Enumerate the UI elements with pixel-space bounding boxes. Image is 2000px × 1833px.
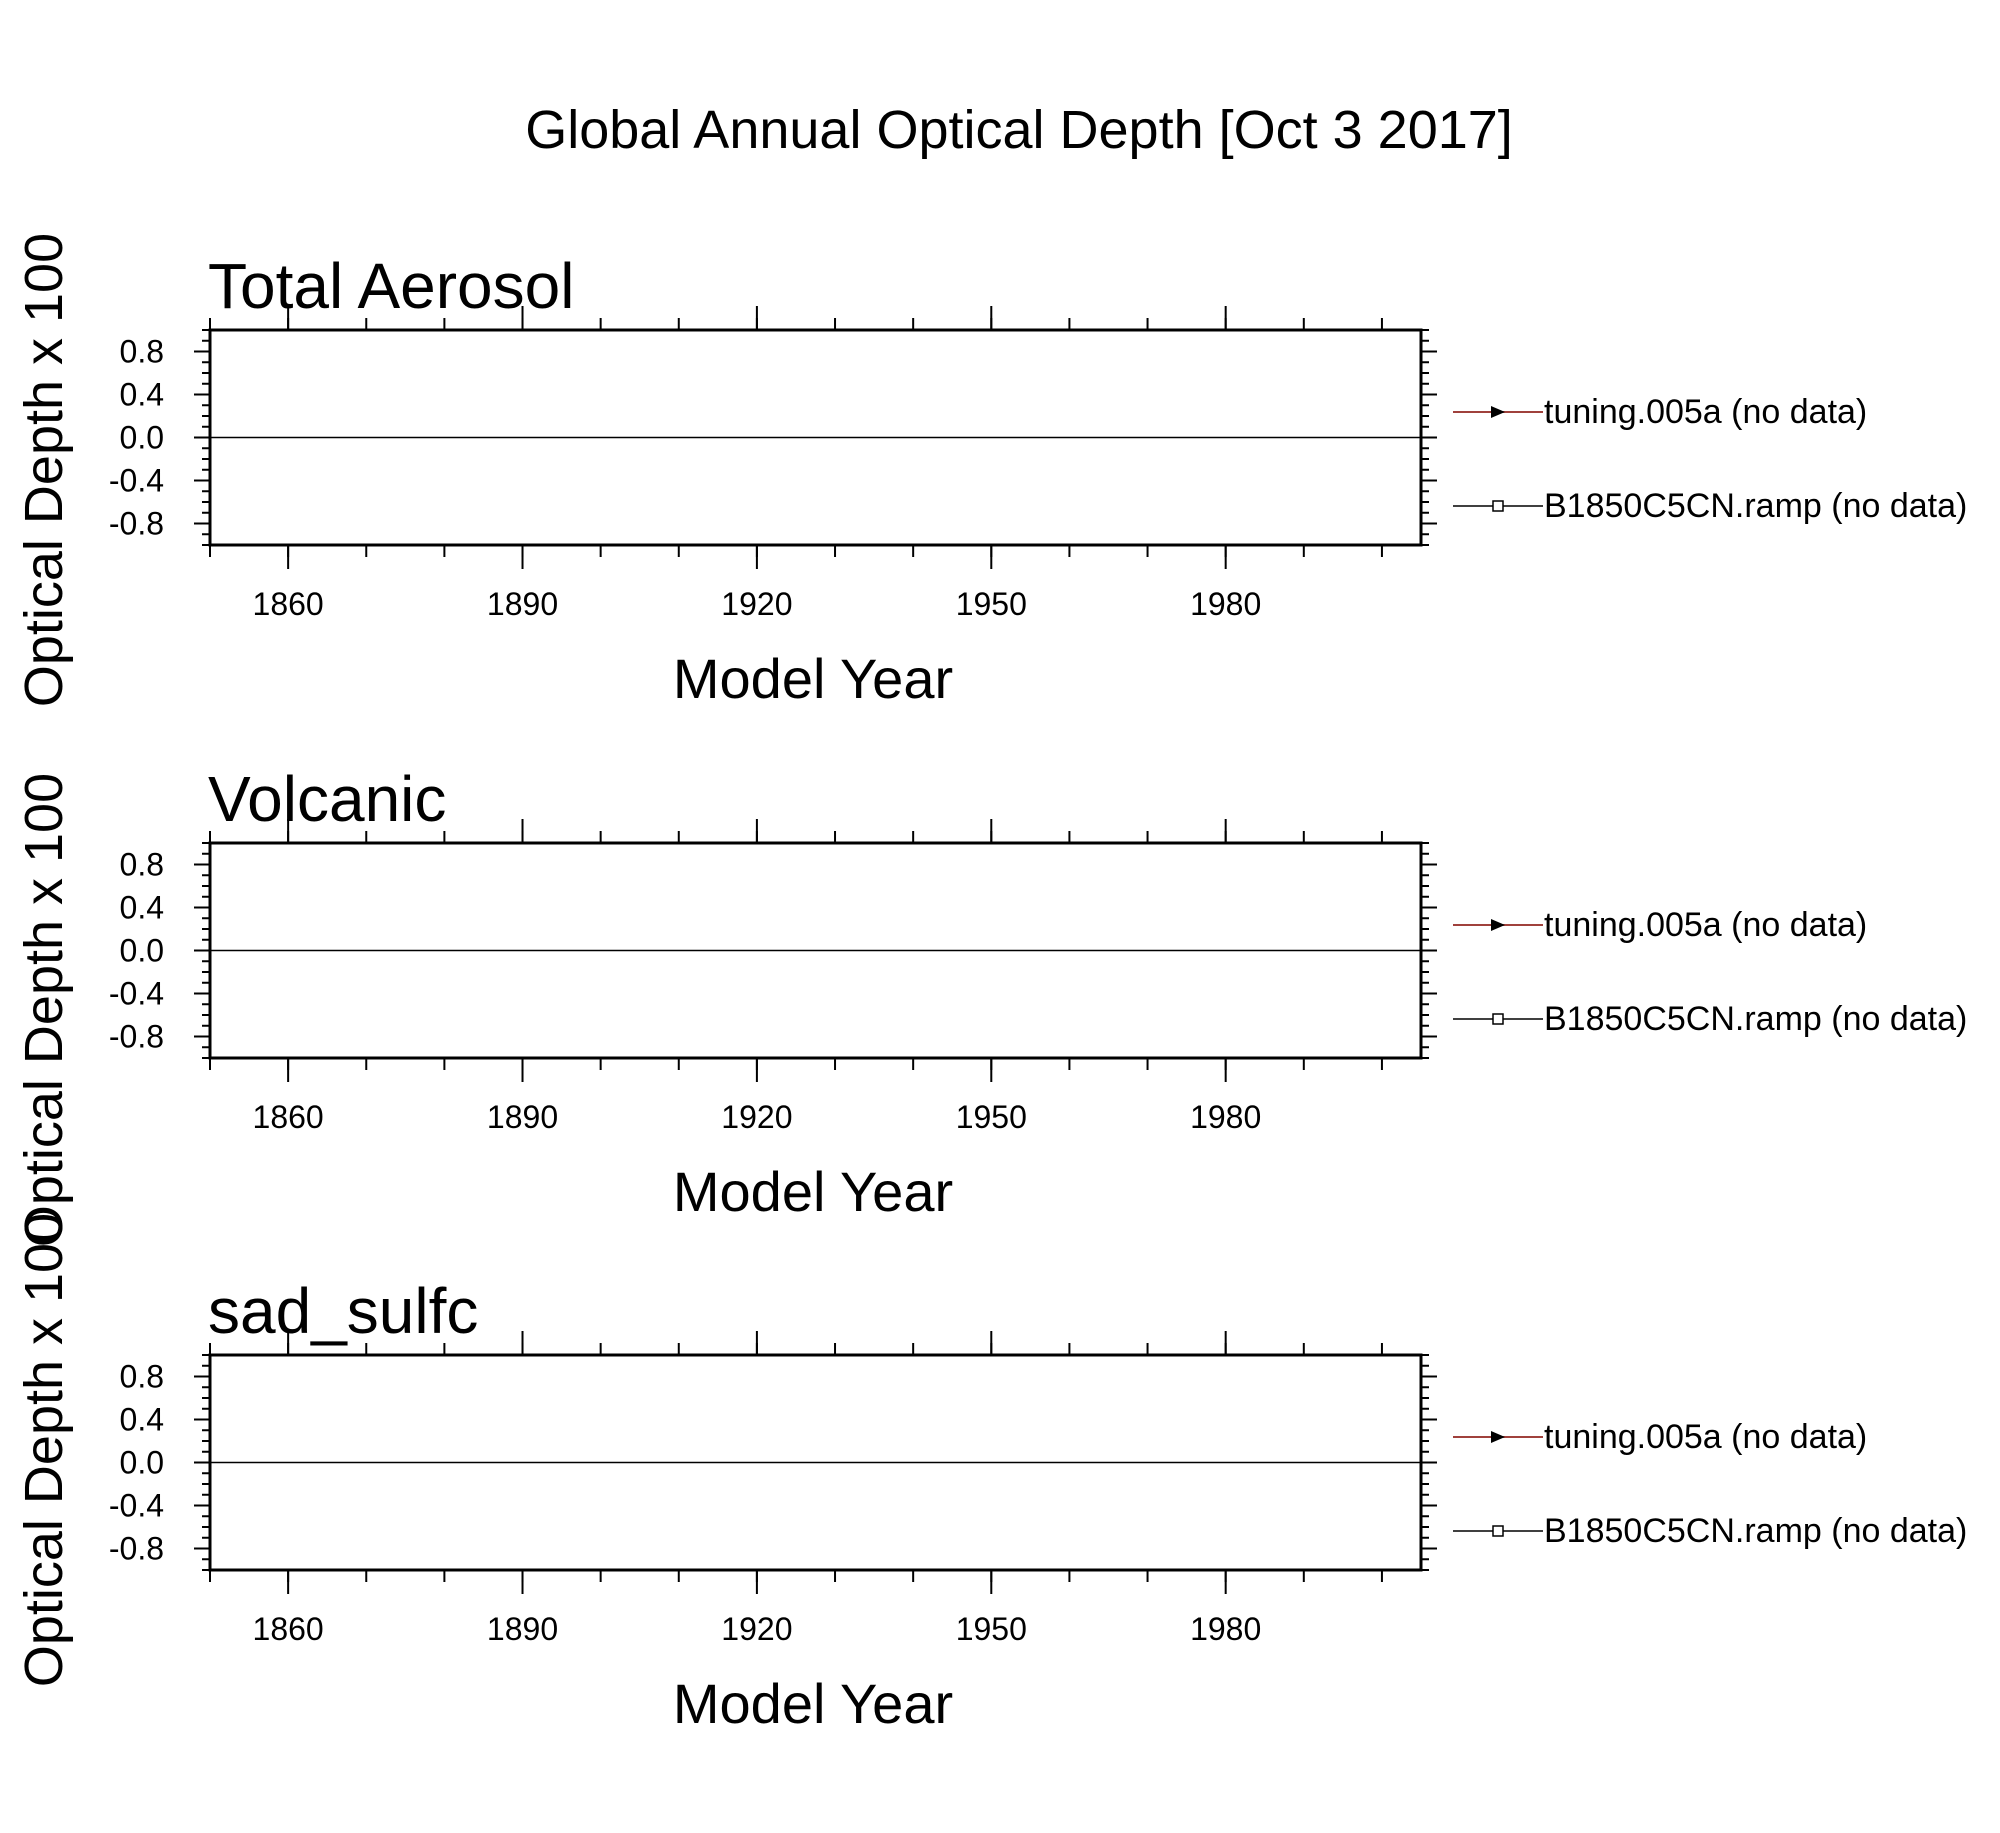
y-tick-label: -0.8 (108, 1018, 164, 1055)
legend-label-ramp: B1850C5CN.ramp (no data) (1544, 487, 1968, 525)
y-tick-label: 0.8 (119, 846, 164, 883)
y-tick-label: 0.0 (119, 1444, 164, 1481)
figure-title: Global Annual Optical Depth [Oct 3 2017] (525, 100, 1513, 160)
panel-title: sad_sulfc (208, 1275, 479, 1347)
x-tick-label: 1920 (721, 586, 793, 622)
legend-label-ramp: B1850C5CN.ramp (no data) (1544, 1512, 1968, 1550)
y-tick-label: 0.0 (119, 932, 164, 969)
y-tick-label: -0.8 (108, 505, 164, 542)
y-axis-label: Optical Depth x 100 (14, 772, 74, 1248)
legend-label-tuning: tuning.005a (no data) (1544, 393, 1868, 431)
y-tick-label: 0.4 (119, 1401, 164, 1438)
x-tick-label: 1980 (1190, 1611, 1262, 1647)
x-tick-label: 1980 (1190, 586, 1262, 622)
x-tick-label: 1860 (252, 1611, 324, 1647)
panel-title: Total Aerosol (208, 250, 575, 322)
legend-label-tuning: tuning.005a (no data) (1544, 1418, 1868, 1456)
legend-label-tuning: tuning.005a (no data) (1544, 906, 1868, 944)
x-tick-label: 1920 (721, 1611, 793, 1647)
y-tick-label: 0.4 (119, 889, 164, 926)
x-axis-label: Model Year (672, 647, 954, 710)
y-tick-label: -0.8 (108, 1530, 164, 1567)
legend-marker-square (1493, 1014, 1503, 1024)
x-tick-label: 1980 (1190, 1099, 1262, 1135)
y-tick-label: 0.4 (119, 376, 164, 413)
y-axis-label: Optical Depth x 100 (14, 232, 74, 708)
legend-marker-square (1493, 1526, 1503, 1536)
panel-title: Volcanic (208, 763, 447, 835)
x-tick-label: 1890 (486, 586, 559, 622)
y-tick-label: -0.4 (108, 975, 164, 1012)
x-tick-label: 1890 (486, 1099, 559, 1135)
x-tick-label: 1950 (955, 1611, 1027, 1647)
legend-label-ramp: B1850C5CN.ramp (no data) (1544, 1000, 1968, 1038)
y-tick-label: 0.0 (119, 419, 164, 456)
x-tick-label: 1890 (486, 1611, 559, 1647)
x-tick-label: 1860 (252, 586, 324, 622)
x-tick-label: 1950 (955, 1099, 1027, 1135)
x-tick-label: 1950 (955, 586, 1027, 622)
y-tick-label: -0.4 (108, 462, 164, 499)
legend-marker-square (1493, 501, 1503, 511)
y-tick-label: 0.8 (119, 1358, 164, 1395)
x-axis-label: Model Year (672, 1160, 954, 1223)
y-tick-label: 0.8 (119, 333, 164, 370)
y-axis-label: Optical Depth x 100 (14, 1212, 74, 1688)
y-tick-label: -0.4 (108, 1487, 164, 1524)
x-tick-label: 1860 (252, 1099, 324, 1135)
x-tick-label: 1920 (721, 1099, 793, 1135)
x-axis-label: Model Year (672, 1672, 954, 1735)
